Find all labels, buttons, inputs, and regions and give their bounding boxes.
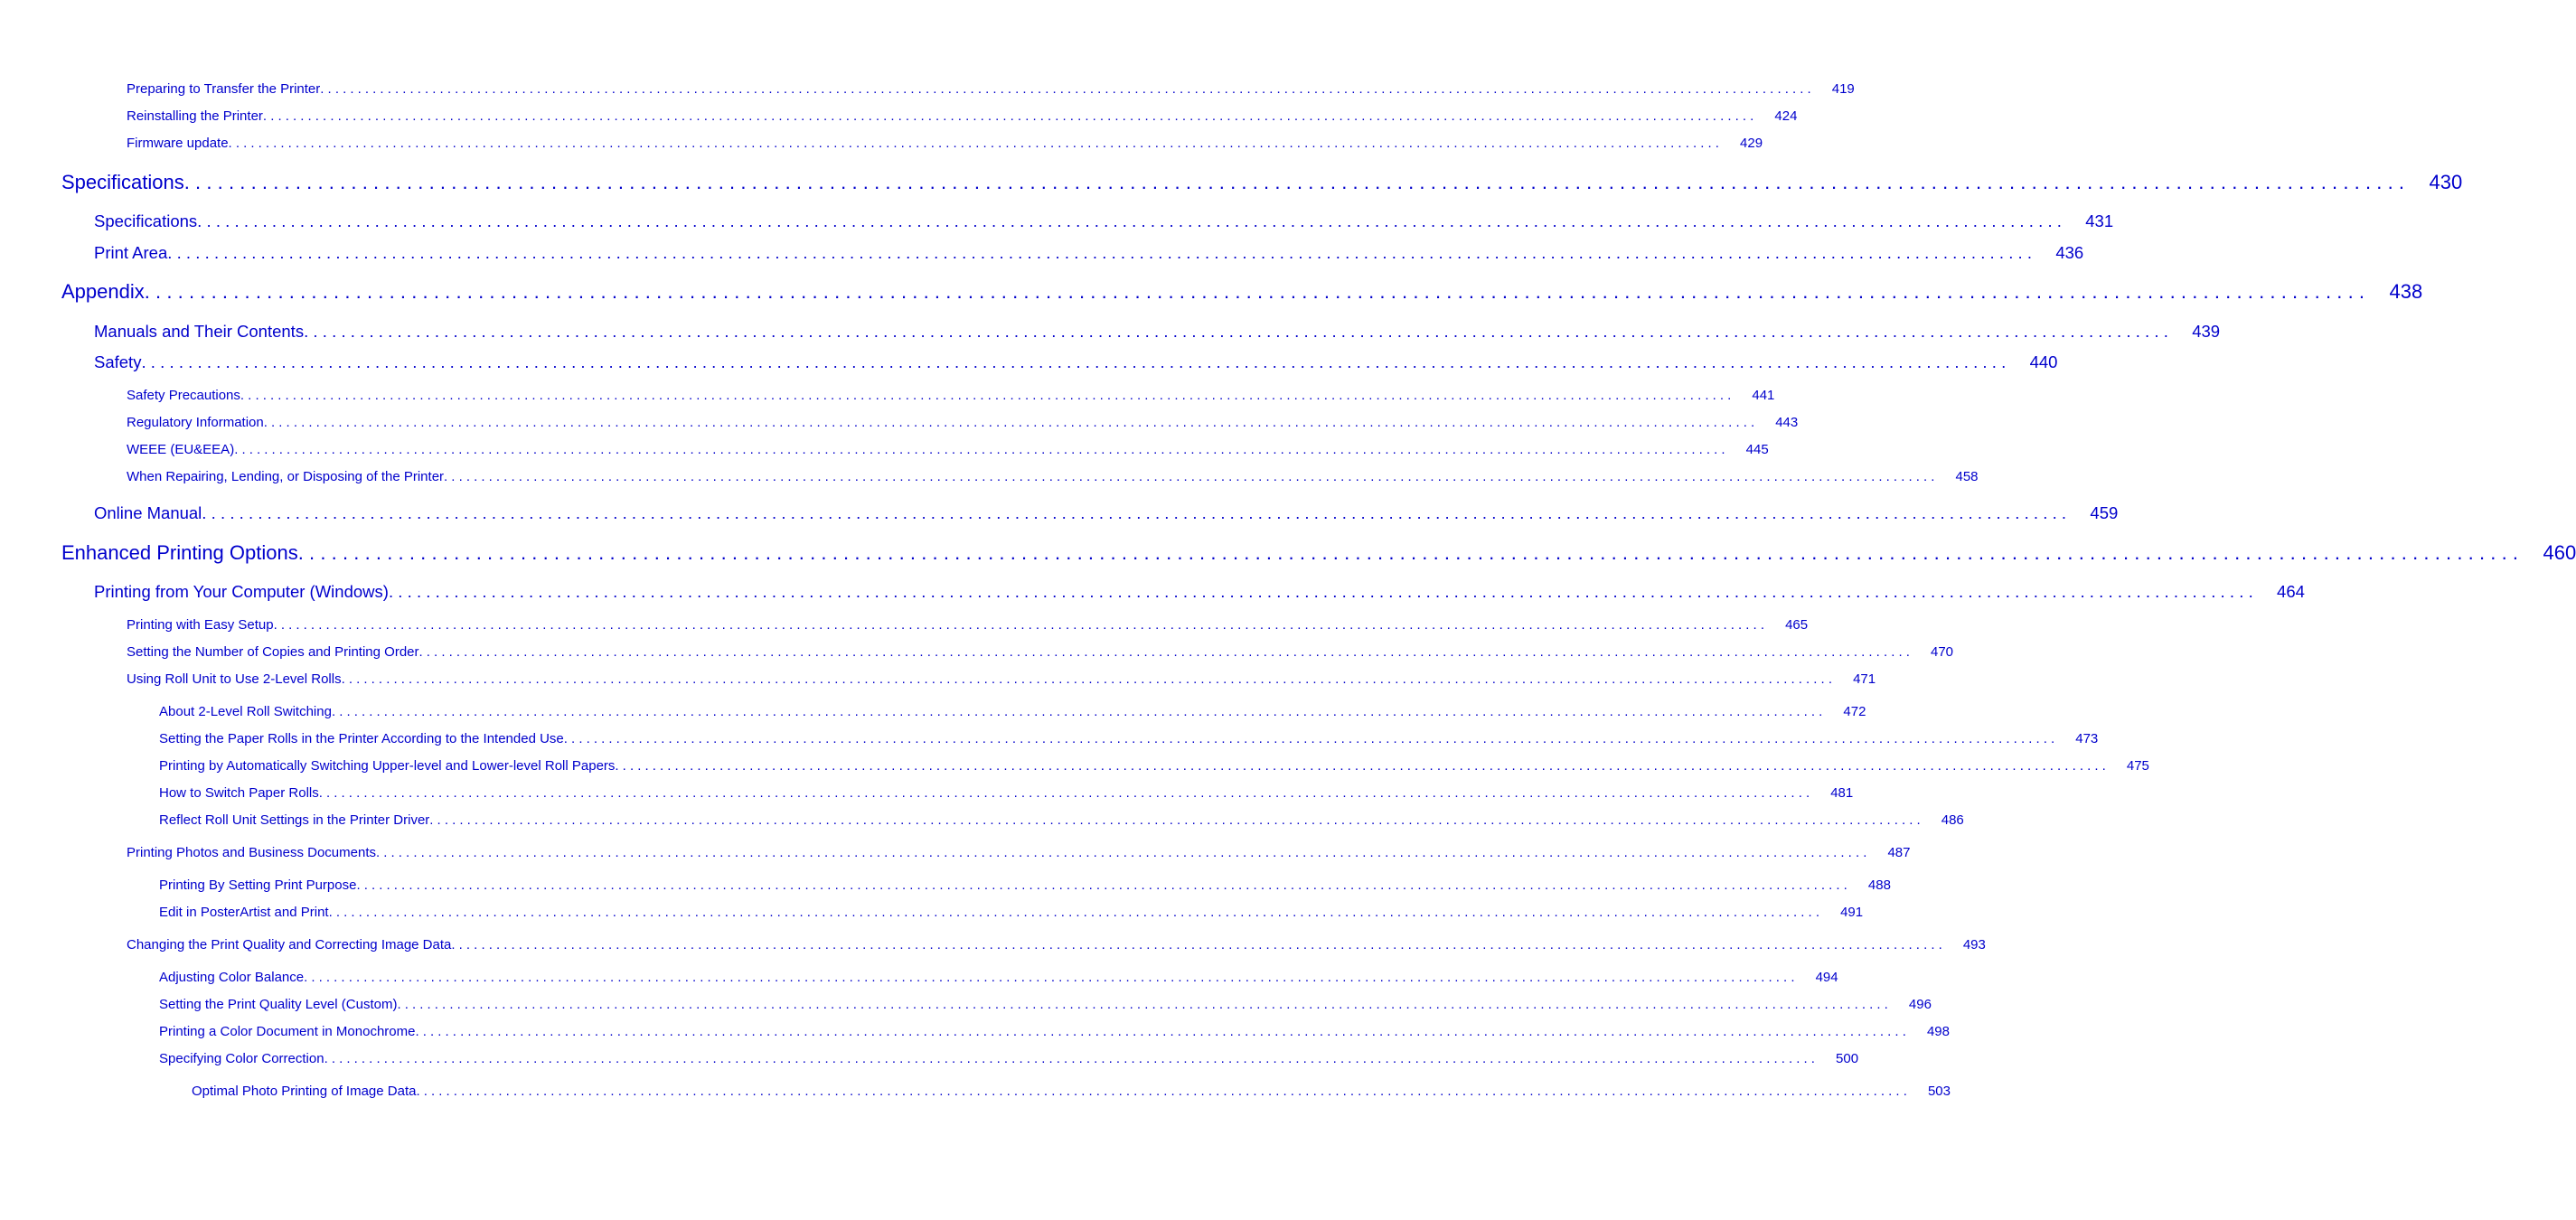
toc-entry[interactable] — [127, 108, 1798, 124]
toc-entry[interactable] — [159, 877, 1891, 893]
toc-entry-page-number: 445 — [1745, 442, 1769, 457]
toc-entry-title: Reinstalling the Printer — [127, 108, 263, 124]
toc-entry-page-number: 498 — [1926, 1024, 1950, 1039]
dot-leader: ........................................................................................................................................................................................................ — [262, 108, 1758, 124]
dot-leader: ........................................................................................................................................................................................................ — [304, 970, 1799, 985]
toc-entry-page-number: 440 — [2029, 352, 2058, 371]
toc-entry-page-number: 438 — [2389, 280, 2423, 303]
dot-leader: ........................................................................................................................................................................................................ — [273, 617, 1769, 633]
toc-entry[interactable] — [159, 812, 1964, 828]
toc-entry-page-number: 471 — [1853, 671, 1876, 687]
toc-entry[interactable] — [127, 644, 1954, 660]
toc-entry[interactable] — [159, 997, 1932, 1012]
dot-leader: ........................................................................................................................................................................................................ — [228, 136, 1724, 151]
toc-entry-title: Setting the Paper Rolls in the Printer According to the Intended Use — [159, 731, 564, 746]
dot-leader: ........................................................................................................................................................................................................ — [304, 322, 2174, 341]
toc-entry-page-number: 475 — [2126, 758, 2149, 774]
toc-entry-page-number: 493 — [1962, 937, 1986, 953]
toc-entry[interactable] — [94, 243, 2084, 263]
toc-entry[interactable] — [94, 322, 2221, 342]
toc-entry-title: Enhanced Printing Options — [61, 541, 298, 564]
dot-leader: ........................................................................................................................................................................................................ — [324, 1051, 1819, 1066]
toc-entry[interactable] — [127, 388, 1775, 403]
toc-entry-title: Specifying Color Correction — [159, 1051, 324, 1066]
toc-entry[interactable] — [127, 469, 1979, 484]
toc-entry-page-number: 441 — [1752, 388, 1775, 403]
dot-leader: ........................................................................................................................................................................................................ — [320, 81, 1815, 97]
dot-leader: ........................................................................................................................................................................................................ — [234, 442, 1729, 457]
toc-entry-title: Printing a Color Document in Monochrome — [159, 1024, 416, 1039]
toc-entry[interactable] — [61, 280, 2423, 304]
toc-entry-page-number: 496 — [1908, 997, 1932, 1012]
toc-entry[interactable] — [94, 582, 2305, 602]
toc-entry[interactable] — [159, 704, 1866, 719]
toc-entry-title: Using Roll Unit to Use 2-Level Rolls — [127, 671, 342, 687]
dot-leader: ........................................................................................................................................................................................................ — [429, 812, 1924, 828]
toc-entry[interactable] — [127, 937, 1986, 953]
dot-leader: ........................................................................................................................................................................................................ — [388, 582, 2258, 601]
toc-entry-page-number: 458 — [1955, 469, 1979, 484]
toc-entry-page-number: 443 — [1775, 415, 1799, 430]
toc-entry[interactable] — [159, 731, 2099, 746]
toc-entry-title: Printing from Your Computer (Windows) — [94, 582, 389, 601]
dot-leader: ........................................................................................................................................................................................................ — [397, 997, 1892, 1012]
toc-entry[interactable] — [127, 415, 1799, 430]
dot-leader: ........................................................................................................................................................................................................ — [144, 280, 2371, 303]
toc-entry-page-number: 465 — [1785, 617, 1809, 633]
toc-entry-page-number: 481 — [1830, 785, 1854, 801]
dot-leader: ........................................................................................................................................................................................................ — [167, 243, 2037, 262]
dot-leader: ........................................................................................................................................................................................................ — [418, 644, 1914, 660]
toc-entry-title: Specifications — [94, 211, 198, 230]
toc-entry-page-number: 488 — [1867, 877, 1891, 893]
toc-entry[interactable] — [94, 211, 2114, 231]
toc-entry-page-number: 500 — [1836, 1051, 1859, 1066]
toc-entry-title: Appendix — [61, 280, 145, 303]
toc-entry[interactable] — [127, 136, 1763, 151]
dot-leader: ........................................................................................................................................................................................................ — [318, 785, 1814, 801]
toc-entry-page-number: 472 — [1843, 704, 1866, 719]
toc-entry-title: Safety — [94, 352, 142, 371]
dot-leader: ........................................................................................................................................................................................................ — [141, 352, 2011, 371]
dot-leader: ........................................................................................................................................................................................................ — [356, 877, 1851, 893]
toc-entry-page-number: 487 — [1887, 845, 1911, 860]
toc-entry-title: Print Area — [94, 243, 168, 262]
toc-entry-page-number: 486 — [1941, 812, 1964, 828]
toc-entry[interactable] — [61, 171, 2463, 194]
dot-leader: ........................................................................................................................................................................................................ — [444, 469, 1939, 484]
toc-entry-page-number: 491 — [1840, 905, 1864, 920]
toc-entry-page-number: 424 — [1774, 108, 1798, 124]
dot-leader: ........................................................................................................................................................................................................ — [263, 415, 1759, 430]
toc-entry[interactable] — [159, 905, 1864, 920]
toc-entry-title: Online Manual — [94, 503, 202, 522]
toc-entry-title: Firmware update — [127, 136, 229, 151]
toc-entry-title: Printing Photos and Business Documents — [127, 845, 376, 860]
toc-entry-title: Printing By Setting Print Purpose — [159, 877, 357, 893]
toc-entry[interactable] — [159, 1051, 1859, 1066]
toc-entry-title: Reflect Roll Unit Settings in the Printer Driver — [159, 812, 430, 828]
toc-entry-page-number: 429 — [1740, 136, 1763, 151]
toc-entry-page-number: 439 — [2192, 322, 2221, 341]
dot-leader: ........................................................................................................................................................................................................ — [415, 1024, 1910, 1039]
dot-leader: ........................................................................................................................................................................................................ — [331, 704, 1827, 719]
toc-entry[interactable] — [159, 758, 2149, 774]
toc-entry-title: Regulatory Information — [127, 415, 264, 430]
toc-entry-title: Adjusting Color Balance — [159, 970, 305, 985]
dot-leader: ........................................................................................................................................................................................................ — [615, 758, 2110, 774]
toc-entry-page-number: 494 — [1815, 970, 1838, 985]
toc-entry-page-number: 430 — [2429, 171, 2463, 193]
dot-leader: ........................................................................................................................................................................................................ — [341, 671, 1837, 687]
toc-entry-title: Setting the Print Quality Level (Custom) — [159, 997, 398, 1012]
dot-leader: ........................................................................................................................................................................................................ — [328, 905, 1824, 920]
toc-entry-title: Edit in PosterArtist and Print — [159, 905, 329, 920]
dot-leader: ........................................................................................................................................................................................................ — [375, 845, 1871, 860]
toc-entry[interactable] — [94, 503, 2119, 523]
dot-leader: ........................................................................................................................................................................................................ — [297, 541, 2524, 564]
dot-leader: ........................................................................................................................................................................................................ — [563, 731, 2059, 746]
toc-entry-title: Specifications — [61, 171, 184, 193]
toc-entry[interactable] — [127, 442, 1769, 457]
toc-entry-title: How to Switch Paper Rolls — [159, 785, 319, 801]
toc-entry-page-number: 436 — [2055, 243, 2084, 262]
toc-entry-page-number: 419 — [1831, 81, 1855, 97]
toc-entry-page-number: 459 — [2090, 503, 2119, 522]
toc-entry-page-number: 473 — [2075, 731, 2099, 746]
dot-leader: ........................................................................................................................................................................................................ — [183, 171, 2411, 193]
toc-entry[interactable] — [94, 352, 2058, 372]
toc-entry-title: Optimal Photo Printing of Image Data — [192, 1084, 417, 1099]
toc-entry[interactable] — [127, 81, 1855, 97]
dot-leader: ........................................................................................................................................................................................................ — [197, 211, 2067, 230]
dot-leader: ........................................................................................................................................................................................................ — [202, 503, 2072, 522]
toc-entry[interactable] — [127, 671, 1876, 687]
toc-entry-title: Changing the Print Quality and Correcting Image Data — [127, 937, 452, 953]
toc-entry-title: WEEE (EU&EEA) — [127, 442, 235, 457]
toc-entry-title: Manuals and Their Contents — [94, 322, 305, 341]
toc-entry[interactable] — [61, 541, 2576, 565]
toc-entry-page-number: 464 — [2277, 582, 2305, 601]
toc-entry[interactable] — [159, 970, 1838, 985]
toc-entry-title: Safety Precautions — [127, 388, 240, 403]
toc-entry-page-number: 503 — [1927, 1084, 1951, 1099]
toc-entry[interactable] — [159, 785, 1854, 801]
toc-entry-page-number: 470 — [1930, 644, 1954, 660]
toc-entry[interactable] — [127, 845, 1911, 860]
toc-entry-title: Setting the Number of Copies and Printing Order — [127, 644, 419, 660]
toc-entry-title: About 2-Level Roll Switching — [159, 704, 332, 719]
toc-entry-title: Printing by Automatically Switching Upper-level and Lower-level Roll Papers — [159, 758, 616, 774]
dot-leader: ........................................................................................................................................................................................................ — [240, 388, 1735, 403]
toc-entry[interactable] — [159, 1024, 1950, 1039]
dot-leader: ........................................................................................................................................................................................................ — [451, 937, 1946, 953]
toc-entry-title: Preparing to Transfer the Printer — [127, 81, 321, 97]
toc-entry-title: When Repairing, Lending, or Disposing of the Printer — [127, 469, 445, 484]
toc-entry[interactable] — [127, 617, 1809, 633]
toc-entry-title: Printing with Easy Setup — [127, 617, 274, 633]
toc-entry[interactable] — [192, 1084, 1951, 1099]
toc-entry-page-number: 431 — [2085, 211, 2114, 230]
toc-entry-page-number: 460 — [2543, 541, 2576, 564]
dot-leader: ........................................................................................................................................................................................................ — [416, 1084, 1911, 1099]
